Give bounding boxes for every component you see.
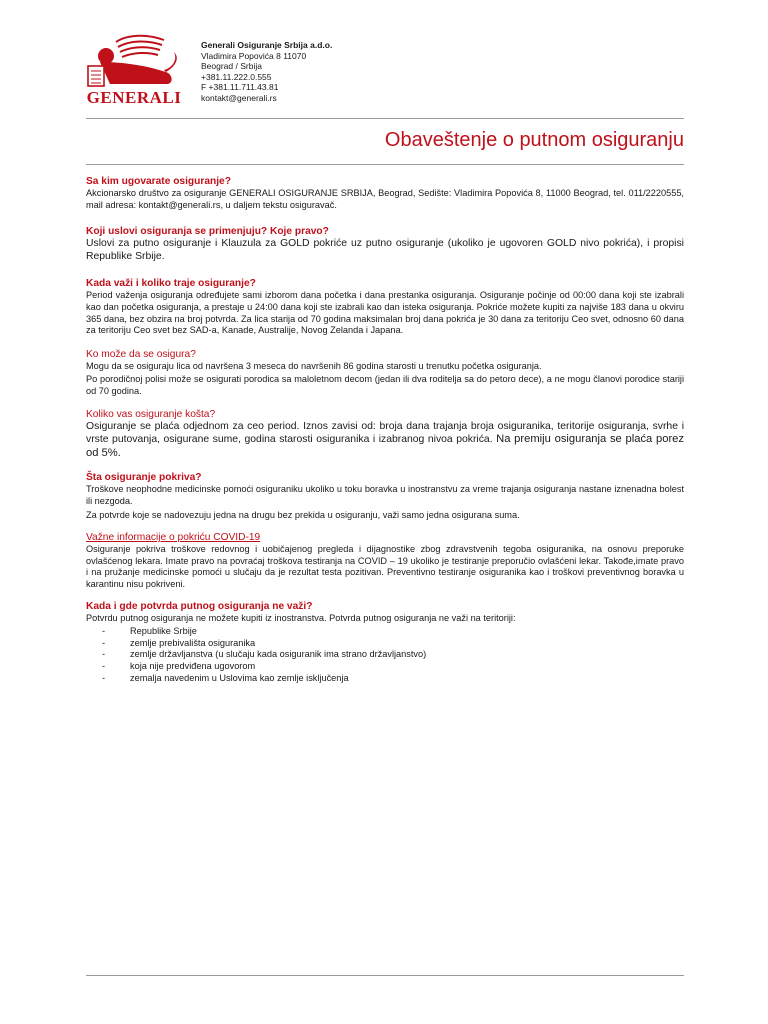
document-title: Obaveštenje o putnom osiguranju	[384, 129, 684, 151]
list-item: - zemalja navedenim u Uslovima kao zemlje isključenja	[86, 673, 684, 685]
section-text: Uslovi za putno osiguranje i Klauzula za GOLD pokriće uz putno osiguranje (ukoliko je ugovoren GOLD nivo pokrića), i propisi Republike Srbije.	[86, 238, 684, 262]
section-validity	[86, 278, 684, 336]
company-address: Vladimira Popovića 8 11070	[201, 50, 307, 61]
generali-logo	[86, 32, 182, 112]
section-heading: Kada i gde potvrda putnog osiguranja ne važi?	[86, 601, 313, 613]
section-text: Period važenja osiguranja određujete sami izborom dana početka i dana prestanka osiguranja. Osiguranje počinje od 00:00 dana koji ste izabrali kao dan početka osiguranja, a prestaje u 24:00 dana koji ste izabrali kao dan isteka osiguranja. Pokriće možete kupiti za najviše 183 dana u okviru 365 dana, bez obzira na broj potvrda. Za lica starija od 70 godina maksimalan broj dana pokrića je 30 dana za teritoriju Ceo svet, odnosno 60 dana za teritoriju Ceo svet bez SAD-a, Kanade, Australije, Novog Zelanda i Japana.	[86, 290, 684, 336]
section-text: Osiguranje pokriva troškove redovnog i uobičajenog pregleda i dijagnostike zbog zdravstvenih tegoba osiguranika, na osnovu preporuke ovlašćenog lekara. Imate pravo na povraćaj troškova testiranja na COVID – 19 ukoliko je testiranje preporučio ovlašćeni lekar. Takođe,imate pravo i na pružanje medicinske pomoći u slučaju da je rezultat testa pozitivan. Preventivno testiranje osiguranika kao i troškovi preventivnog boravka u karantinu nisu pokriveni.	[86, 544, 684, 589]
section-heading: Ko može da se osigura?	[86, 348, 196, 360]
section-text: Mogu da se osiguraju lica od navršena 3 meseca do navršenih 86 godina starosti u trenutku početka osiguranja.	[86, 360, 542, 371]
section-exclusions	[86, 601, 684, 684]
section-heading: Sa kim ugovarate osiguranje?	[86, 176, 231, 187]
company-name: Generali Osiguranje Srbija a.d.o.	[201, 40, 333, 50]
section-coverage	[86, 472, 684, 521]
cost-text: Osiguranje se plaća odjednom za ceo period. Iznos zavisi od: broja dana trajanja broja osiguranika, teritorije osiguranja, svrhe i vrste putovanja, osigurane sume, godina starosti osiguranika i izabranog nivoa pokrića.	[86, 420, 684, 446]
section-heading: Važne informacije o pokriću COVID-19	[86, 532, 261, 544]
section-text	[86, 421, 684, 461]
section-text: Troškove neophodne medicinske pomoći osiguraniku ukoliko u toku boravka u inostranstvu za vreme trajanja osiguranja nastane iznenadna bolest ili nezgoda.	[86, 484, 684, 506]
header-divider-top	[86, 118, 684, 119]
list-item: - zemlje prebivališta osiguranika	[86, 638, 684, 650]
section-heading: Šta osiguranje pokriva?	[86, 472, 202, 484]
company-phone: +381.11.222.0.555	[201, 71, 272, 82]
exclusion-list	[86, 626, 684, 685]
logo-wordmark: GENERALI	[86, 88, 182, 107]
winged-lion-icon	[86, 32, 182, 90]
list-item: - Republike Srbije	[86, 626, 684, 638]
section-heading: Koji uslovi osiguranja se primenjuju? Koje pravo?	[86, 226, 329, 238]
company-email: kontakt@generali.rs	[201, 92, 277, 103]
section-text: Potvrdu putnog osiguranja ne možete kupiti iz inostranstva. Potvrda putnog osiguranja ne važi na teritoriji:	[86, 613, 516, 624]
section-text-2: Za potvrde koje se nadovezuju jedna na drugu bez prekida u osiguranju, važi samo jedna osigurana suma.	[86, 509, 520, 520]
list-item: - koja nije predviđena ugovorom	[86, 661, 684, 673]
company-fax: F +381.11.711.43.81	[201, 82, 279, 93]
section-contract-party	[86, 176, 684, 211]
section-text: Akcionarsko društvo za osiguranje GENERALI OSIGURANJE SRBIJA, Beograd, Sedište: Vladimira Popovića 8, 11000 Beograd, tel. 011/2220555, mail adresa: kontakt@generali.rs, u daljem tekstu osiguravač.	[86, 188, 684, 210]
section-heading: Koliko vas osiguranje košta?	[86, 408, 216, 420]
section-cost	[86, 409, 684, 461]
tax-text: Na premiju osiguranja se plaća porez od 5%.	[86, 433, 684, 459]
company-info	[201, 40, 332, 104]
section-covid	[86, 532, 684, 590]
company-city: Beograd / Srbija	[201, 61, 262, 72]
header-divider-bottom	[86, 164, 684, 165]
section-conditions	[86, 226, 684, 263]
section-heading: Kada važi i koliko traje osiguranje?	[86, 278, 256, 290]
section-text-2: Po porodičnoj polisi može se osigurati porodica sa maloletnom decom (jedan ili dva roditelja sa do petoro dece), a ne mogu članovi porodice stariji od 70 godina.	[86, 374, 684, 396]
document-body	[86, 176, 684, 685]
list-item: - zemlje državljanstva (u slučaju kada osiguranik ima strano državljanstvo)	[86, 649, 684, 661]
footer-divider	[86, 975, 684, 976]
section-eligibility	[86, 349, 684, 398]
